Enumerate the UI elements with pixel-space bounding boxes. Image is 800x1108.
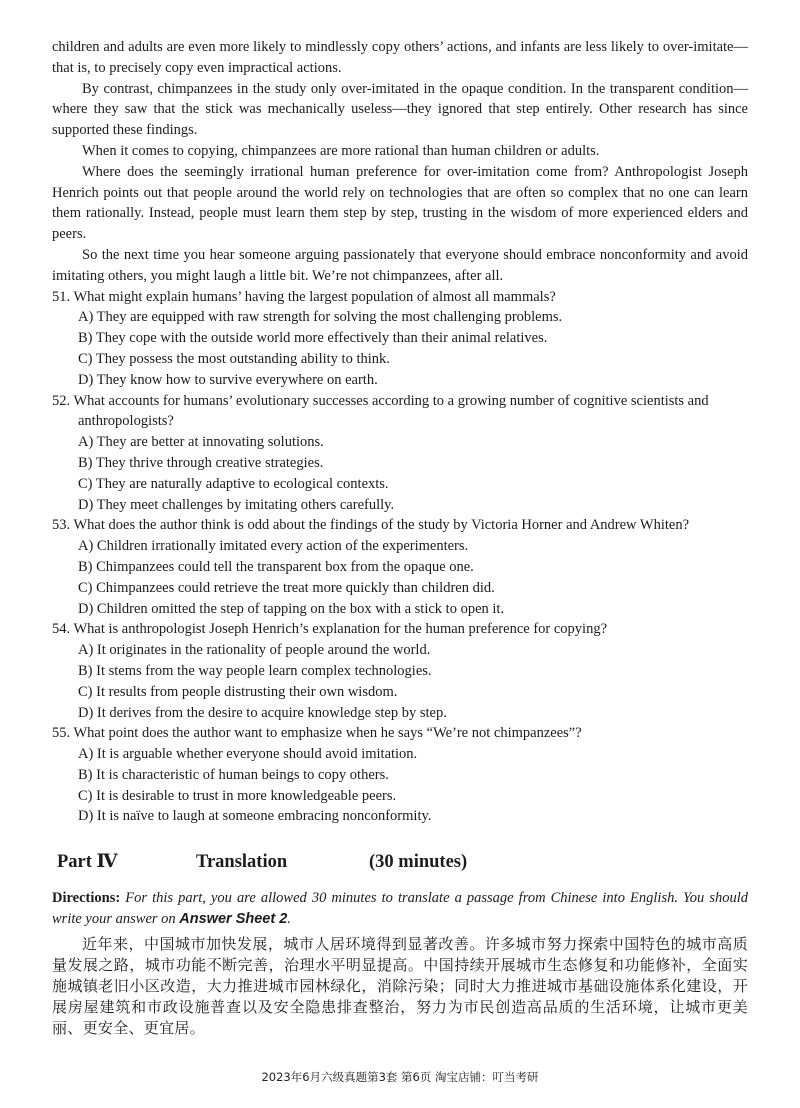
passage-paragraph: By contrast, chimpanzees in the study only over-imitated in the opaque condition. In the transparent condition—where they saw that the stick was mechanically useless—they ignored that step entirely. Other research has since supported these findings. <box>52 80 748 139</box>
question-stem: 53. What does the author think is odd about the findings of the study by Victoria Horner and Andrew Whiten? <box>52 517 690 534</box>
option-a: A) They are equipped with raw strength for solving the most challenging problems. <box>78 309 563 326</box>
question-stem: 54. What is anthropologist Joseph Henrich’s explanation for the human preference for copying? <box>52 621 608 638</box>
option-c: C) Chimpanzees could retrieve the treat more quickly than children did. <box>78 579 495 596</box>
option-d: D) They meet challenges by imitating others carefully. <box>78 496 395 513</box>
option-a: A) Children irrationally imitated every action of the experimenters. <box>78 538 469 555</box>
passage-paragraph: So the next time you hear someone arguing passionately that everyone should embrace nonconformity and avoid imitating others, you might laugh a little bit. We’re not chimpanzees, after all. <box>52 246 748 284</box>
directions-end: . <box>287 910 291 927</box>
option-b: B) It is characteristic of human beings to copy others. <box>78 766 389 783</box>
question-55 <box>52 723 748 827</box>
option-d: D) They know how to survive everywhere on earth. <box>78 371 378 388</box>
option-c: C) They possess the most outstanding ability to think. <box>78 350 390 367</box>
question-stem: 55. What point does the author want to emphasize when he says “We’re not chimpanzees”? <box>52 725 582 742</box>
question-53 <box>52 515 748 619</box>
option-a: A) It is arguable whether everyone should avoid imitation. <box>78 746 418 763</box>
answer-sheet-label: Answer Sheet 2 <box>179 910 288 927</box>
directions-text: For this part, you are allowed 30 minutes to translate a passage from Chinese into English. You should write your answer on <box>52 890 749 927</box>
chinese-passage: 近年来，中国城市加快发展，城市人居环境得到显著改善。许多城市努力探索中国特色的城市高质量发展之路，城市功能不断完善，治理水平明显提高。中国持续开展城市生态修复和功能修补，全面实施城镇老旧小区改造，大力推进城市园林绿化，消除污染；同时大力推进城市基础设施体系化建设，开展房屋建筑和市政设施普查以及安全隐患排查整治，努力为市民创造高品质的生活环境，让城市更美丽、更安全、更宜居。 <box>52 935 748 1037</box>
passage-paragraph: children and adults are even more likely to mindlessly copy others’ actions, and infants are less likely to over-imitate—that is, to precisely copy even impractical actions. <box>52 39 748 76</box>
passage-paragraph: Where does the seemingly irrational human preference for over-imitation come from? Anthropologist Joseph Henrich points out that people around the world rely on technologies that are often so complex that no one can learn them rationally. Instead, people must learn them step by step, trusting in the wisdom of more experienced elders and peers. <box>52 163 748 243</box>
directions <box>52 888 748 930</box>
option-d: D) Children omitted the step of tapping on the box with a stick to open it. <box>78 600 505 617</box>
part-number: Part Ⅳ <box>57 852 118 872</box>
option-a: A) It originates in the rationality of people around the world. <box>78 642 431 659</box>
question-51 <box>52 287 748 391</box>
option-b: B) They thrive through creative strategies. <box>78 454 324 471</box>
reading-content <box>52 37 748 827</box>
question-stem: 51. What might explain humans’ having the largest population of almost all mammals? <box>52 288 556 305</box>
option-d: D) It is naïve to laugh at someone embracing nonconformity. <box>78 808 432 825</box>
option-b: B) Chimpanzees could tell the transparent box from the opaque one. <box>78 558 474 575</box>
option-d: D) It derives from the desire to acquire knowledge step by step. <box>78 704 447 721</box>
question-54 <box>52 619 748 723</box>
option-b: B) It stems from the way people learn complex technologies. <box>78 662 432 679</box>
option-a: A) They are better at innovating solutions. <box>78 434 324 451</box>
option-c: C) It is desirable to trust in more knowledgeable peers. <box>78 787 397 804</box>
part-title: Translation <box>196 852 288 872</box>
question-stem: 52. What accounts for humans’ evolutionary successes according to a growing number of cognitive scientists and anthropologists? <box>52 392 709 430</box>
page-footer: 2023年6月六级真题第3套 第6页 淘宝店铺：叮当考研 <box>261 1070 539 1084</box>
question-52 <box>52 391 748 516</box>
directions-label: Directions: <box>52 890 121 906</box>
part-time: (30 minutes) <box>369 852 468 872</box>
option-b: B) They cope with the outside world more effectively than their animal relatives. <box>78 330 548 347</box>
passage-paragraph: When it comes to copying, chimpanzees are more rational than human children or adults. <box>82 142 600 159</box>
option-c: C) They are naturally adaptive to ecological contexts. <box>78 475 389 492</box>
option-c: C) It results from people distrusting their own wisdom. <box>78 683 398 700</box>
